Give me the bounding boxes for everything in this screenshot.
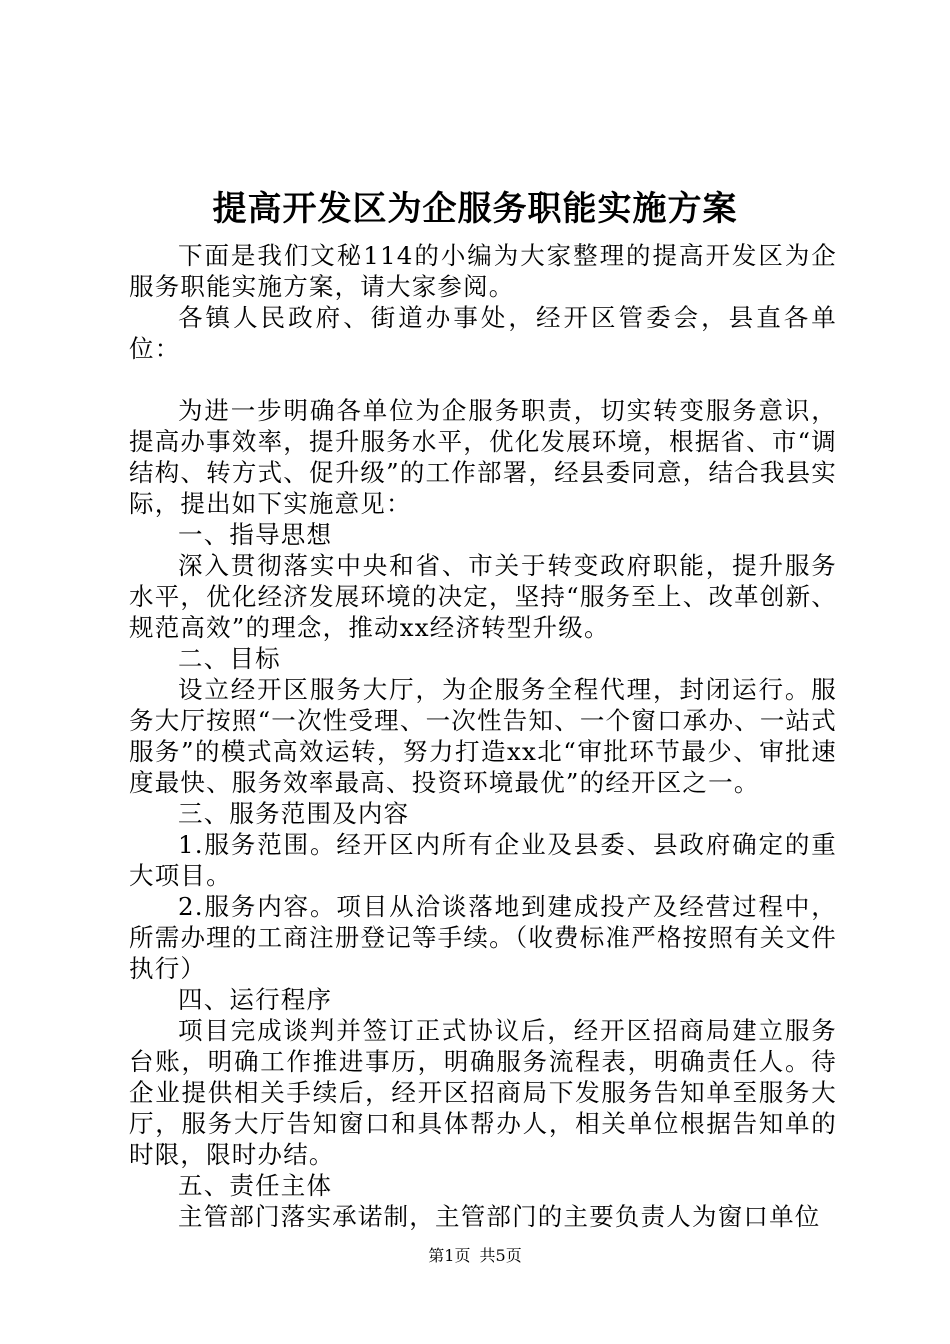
section-heading-guiding-ideology: 一、指导思想	[178, 520, 333, 549]
paragraph-responsibility: 主管部门落实承诺制，主管部门的主要负责人为窗口单位	[178, 1202, 821, 1231]
section-heading-responsibility: 五、责任主体	[178, 1171, 333, 1200]
paragraph-service-scope-1: 1.服务范围。经开区内所有企业及县委、县政府确定的重大项目。	[129, 830, 837, 890]
document-body	[129, 240, 837, 1232]
paragraph-procedure: 项目完成谈判并签订正式协议后，经开区招商局建立服务台账，明确工作推进事历，明确服务流程表，明确责任人。待企业提供相关手续后，经开区招商局下发服务告知单至服务大厅，服务大厅告知窗口和具体帮办人，相关单位根据告知单的时限，限时办结。	[129, 1016, 837, 1169]
page-total: 共5页	[479, 1246, 522, 1265]
section-heading-procedure: 四、运行程序	[178, 985, 333, 1014]
paragraph-goals: 设立经开区服务大厅，为企服务全程代理，封闭运行。服务大厅按照“一次性受理、一次性告知、一个窗口承办、一站式服务”的模式高效运转，努力打造xx北“审批环节最少、审批速度最快、服务效率最高、投资环境最优”的经开区之一。	[129, 675, 837, 797]
paragraph-blank	[129, 364, 837, 395]
section-heading-service-scope: 三、服务范围及内容	[178, 799, 410, 828]
paragraph-purpose: 为进一步明确各单位为企服务职责，切实转变服务意识，提高办事效率，提升服务水平，优化发展环境，根据省、市“调结构、转方式、促升级”的工作部署，经县委同意，结合我县实际，提出如下实施意见：	[129, 396, 837, 518]
paragraph-guiding-ideology: 深入贯彻落实中央和省、市关于转变政府职能，提升服务水平，优化经济发展环境的决定，坚持“服务至上、改革创新、规范高效”的理念，推动xx经济转型升级。	[129, 551, 837, 642]
page-number: 第1页	[428, 1246, 471, 1265]
paragraph-service-scope-2: 2.服务内容。项目从洽谈落地到建成投产及经营过程中，所需办理的工商注册登记等手续。（收费标准严格按照有关文件执行）	[129, 892, 837, 983]
page-footer	[0, 1244, 950, 1268]
section-heading-goals: 二、目标	[178, 644, 281, 673]
paragraph-intro: 下面是我们文秘114的小编为大家整理的提高开发区为企服务职能实施方案，请大家参阅。	[129, 241, 837, 301]
paragraph-addressee: 各镇人民政府、街道办事处，经开区管委会，县直各单位：	[129, 303, 837, 363]
document-title: 提高开发区为企服务职能实施方案	[212, 189, 738, 229]
